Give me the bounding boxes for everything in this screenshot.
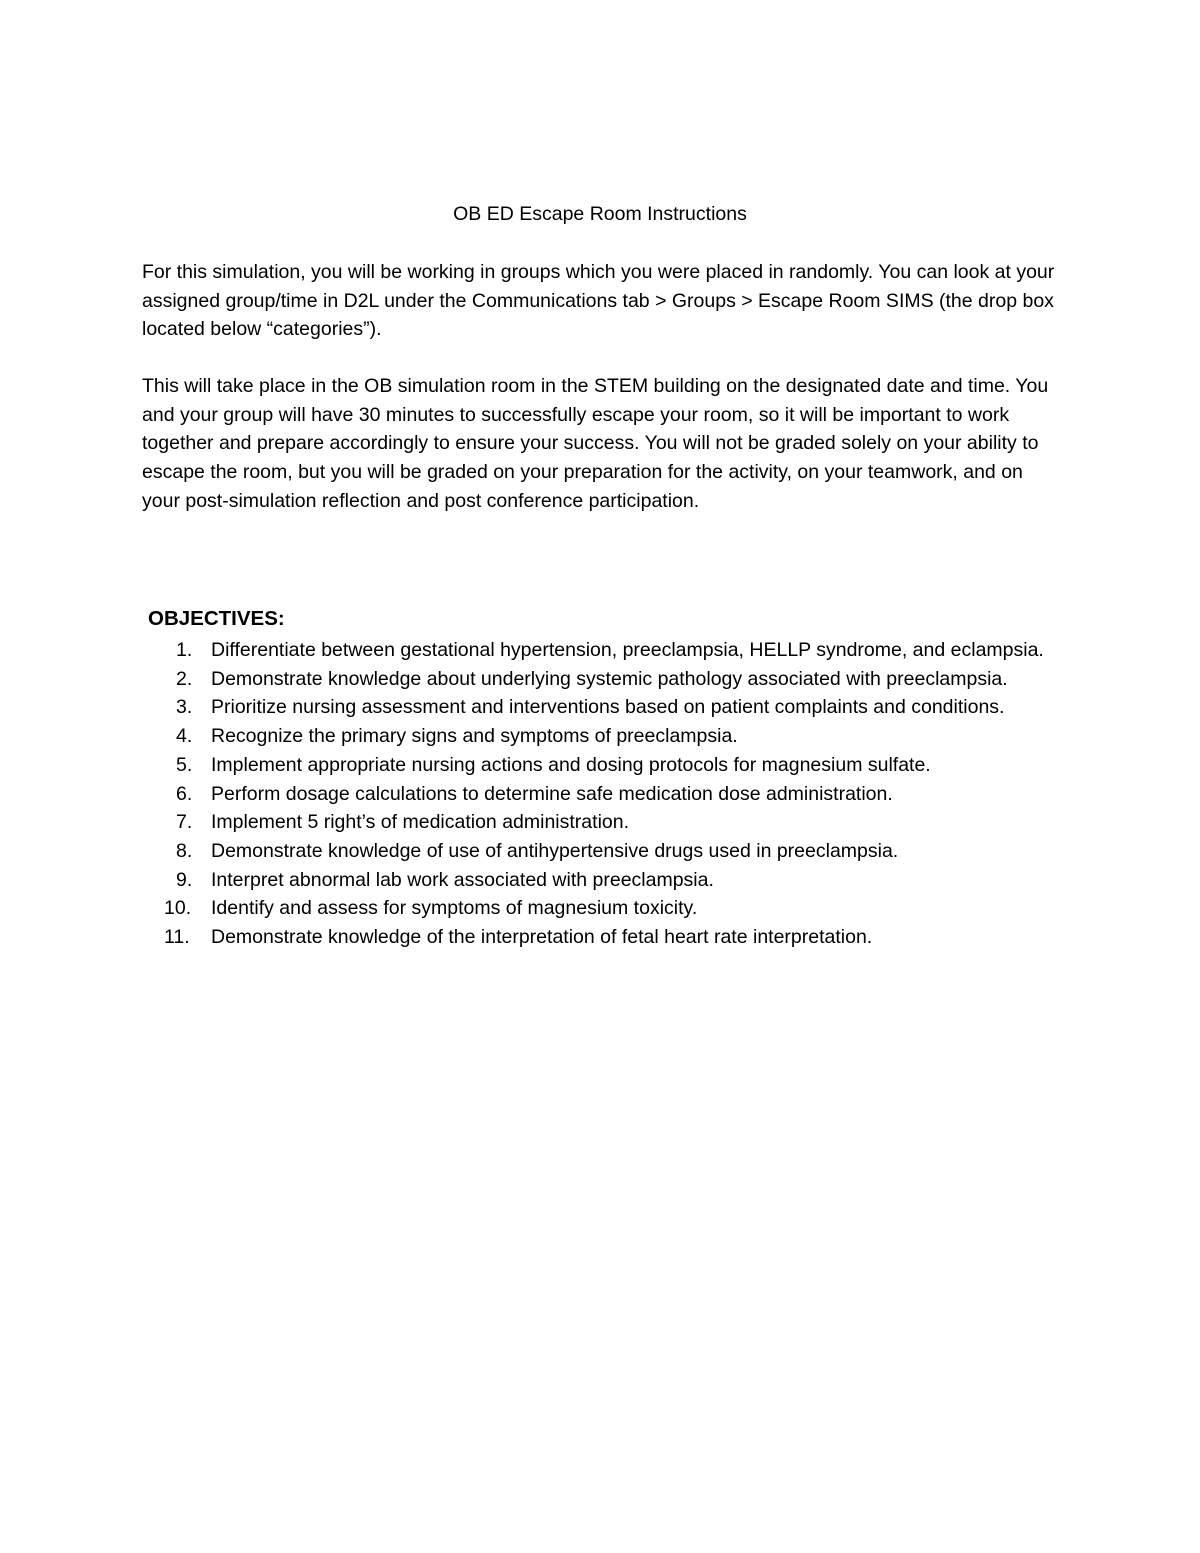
document-title: OB ED Escape Room Instructions [453, 203, 747, 225]
objective-text: Demonstrate knowledge about underlying systemic pathology associated with preeclampsia. [211, 667, 1008, 690]
details-paragraph: This will take place in the OB simulation room in the STEM building on the designated date and time. You and your group will have 30 minutes to successfully escape your room, so it will be important to work together and prepare accordingly to ensure your success. You will not be graded solely on your ability to escape the room, but you will be graded on your preparation for the activity, on your teamwork, and on your post-simulation reflection and post conference participation. [142, 375, 1049, 512]
objective-item [148, 808, 1048, 837]
objective-item [148, 923, 1048, 952]
objective-number: 2. [176, 667, 193, 690]
objective-number: 11. [164, 926, 190, 949]
objective-text: Implement 5 right’s of medication administration. [211, 811, 630, 834]
objective-item [148, 636, 1048, 665]
objective-number: 6. [176, 782, 193, 805]
objective-number: 9. [176, 868, 193, 891]
objective-item [148, 693, 1048, 722]
objective-text: Implement appropriate nursing actions and dosing protocols for magnesium sulfate. [211, 753, 931, 776]
objectives-list [148, 636, 1048, 952]
objective-number: 5. [176, 753, 193, 776]
objective-item [148, 665, 1048, 694]
objective-text: Perform dosage calculations to determine safe medication dose administration. [211, 782, 893, 805]
objective-text: Identify and assess for symptoms of magnesium toxicity. [211, 897, 698, 920]
objective-text: Prioritize nursing assessment and interventions based on patient complaints and conditions. [211, 696, 1005, 719]
objective-item [148, 751, 1048, 780]
objective-text: Demonstrate knowledge of use of antihypertensive drugs used in preeclampsia. [211, 839, 899, 862]
objective-text: Recognize the primary signs and symptoms of preeclampsia. [211, 725, 738, 748]
objective-number: 10. [164, 897, 192, 920]
objective-item [148, 722, 1048, 751]
objective-text: Demonstrate knowledge of the interpretation of fetal heart rate interpretation. [211, 926, 873, 949]
intro-paragraph: For this simulation, you will be working in groups which you were placed in randomly. You can look at your assigned group/time in D2L under the Communications tab > Groups > Escape Room SIMS (the drop box located below “categories”). [142, 261, 1055, 341]
objective-item [148, 866, 1048, 895]
objective-number: 1. [176, 639, 193, 661]
objectives-heading: OBJECTIVES: [148, 607, 285, 630]
objective-item [148, 780, 1048, 809]
objective-item [148, 837, 1048, 866]
objective-text: Differentiate between gestational hypertension, preeclampsia, HELLP syndrome, and eclampsia. [211, 639, 1044, 661]
objective-item [148, 894, 1048, 923]
objective-text: Interpret abnormal lab work associated with preeclampsia. [211, 868, 714, 891]
objective-number: 8. [176, 839, 193, 862]
objective-number: 4. [176, 725, 193, 748]
objective-number: 7. [176, 811, 193, 834]
objective-number: 3. [176, 696, 193, 719]
